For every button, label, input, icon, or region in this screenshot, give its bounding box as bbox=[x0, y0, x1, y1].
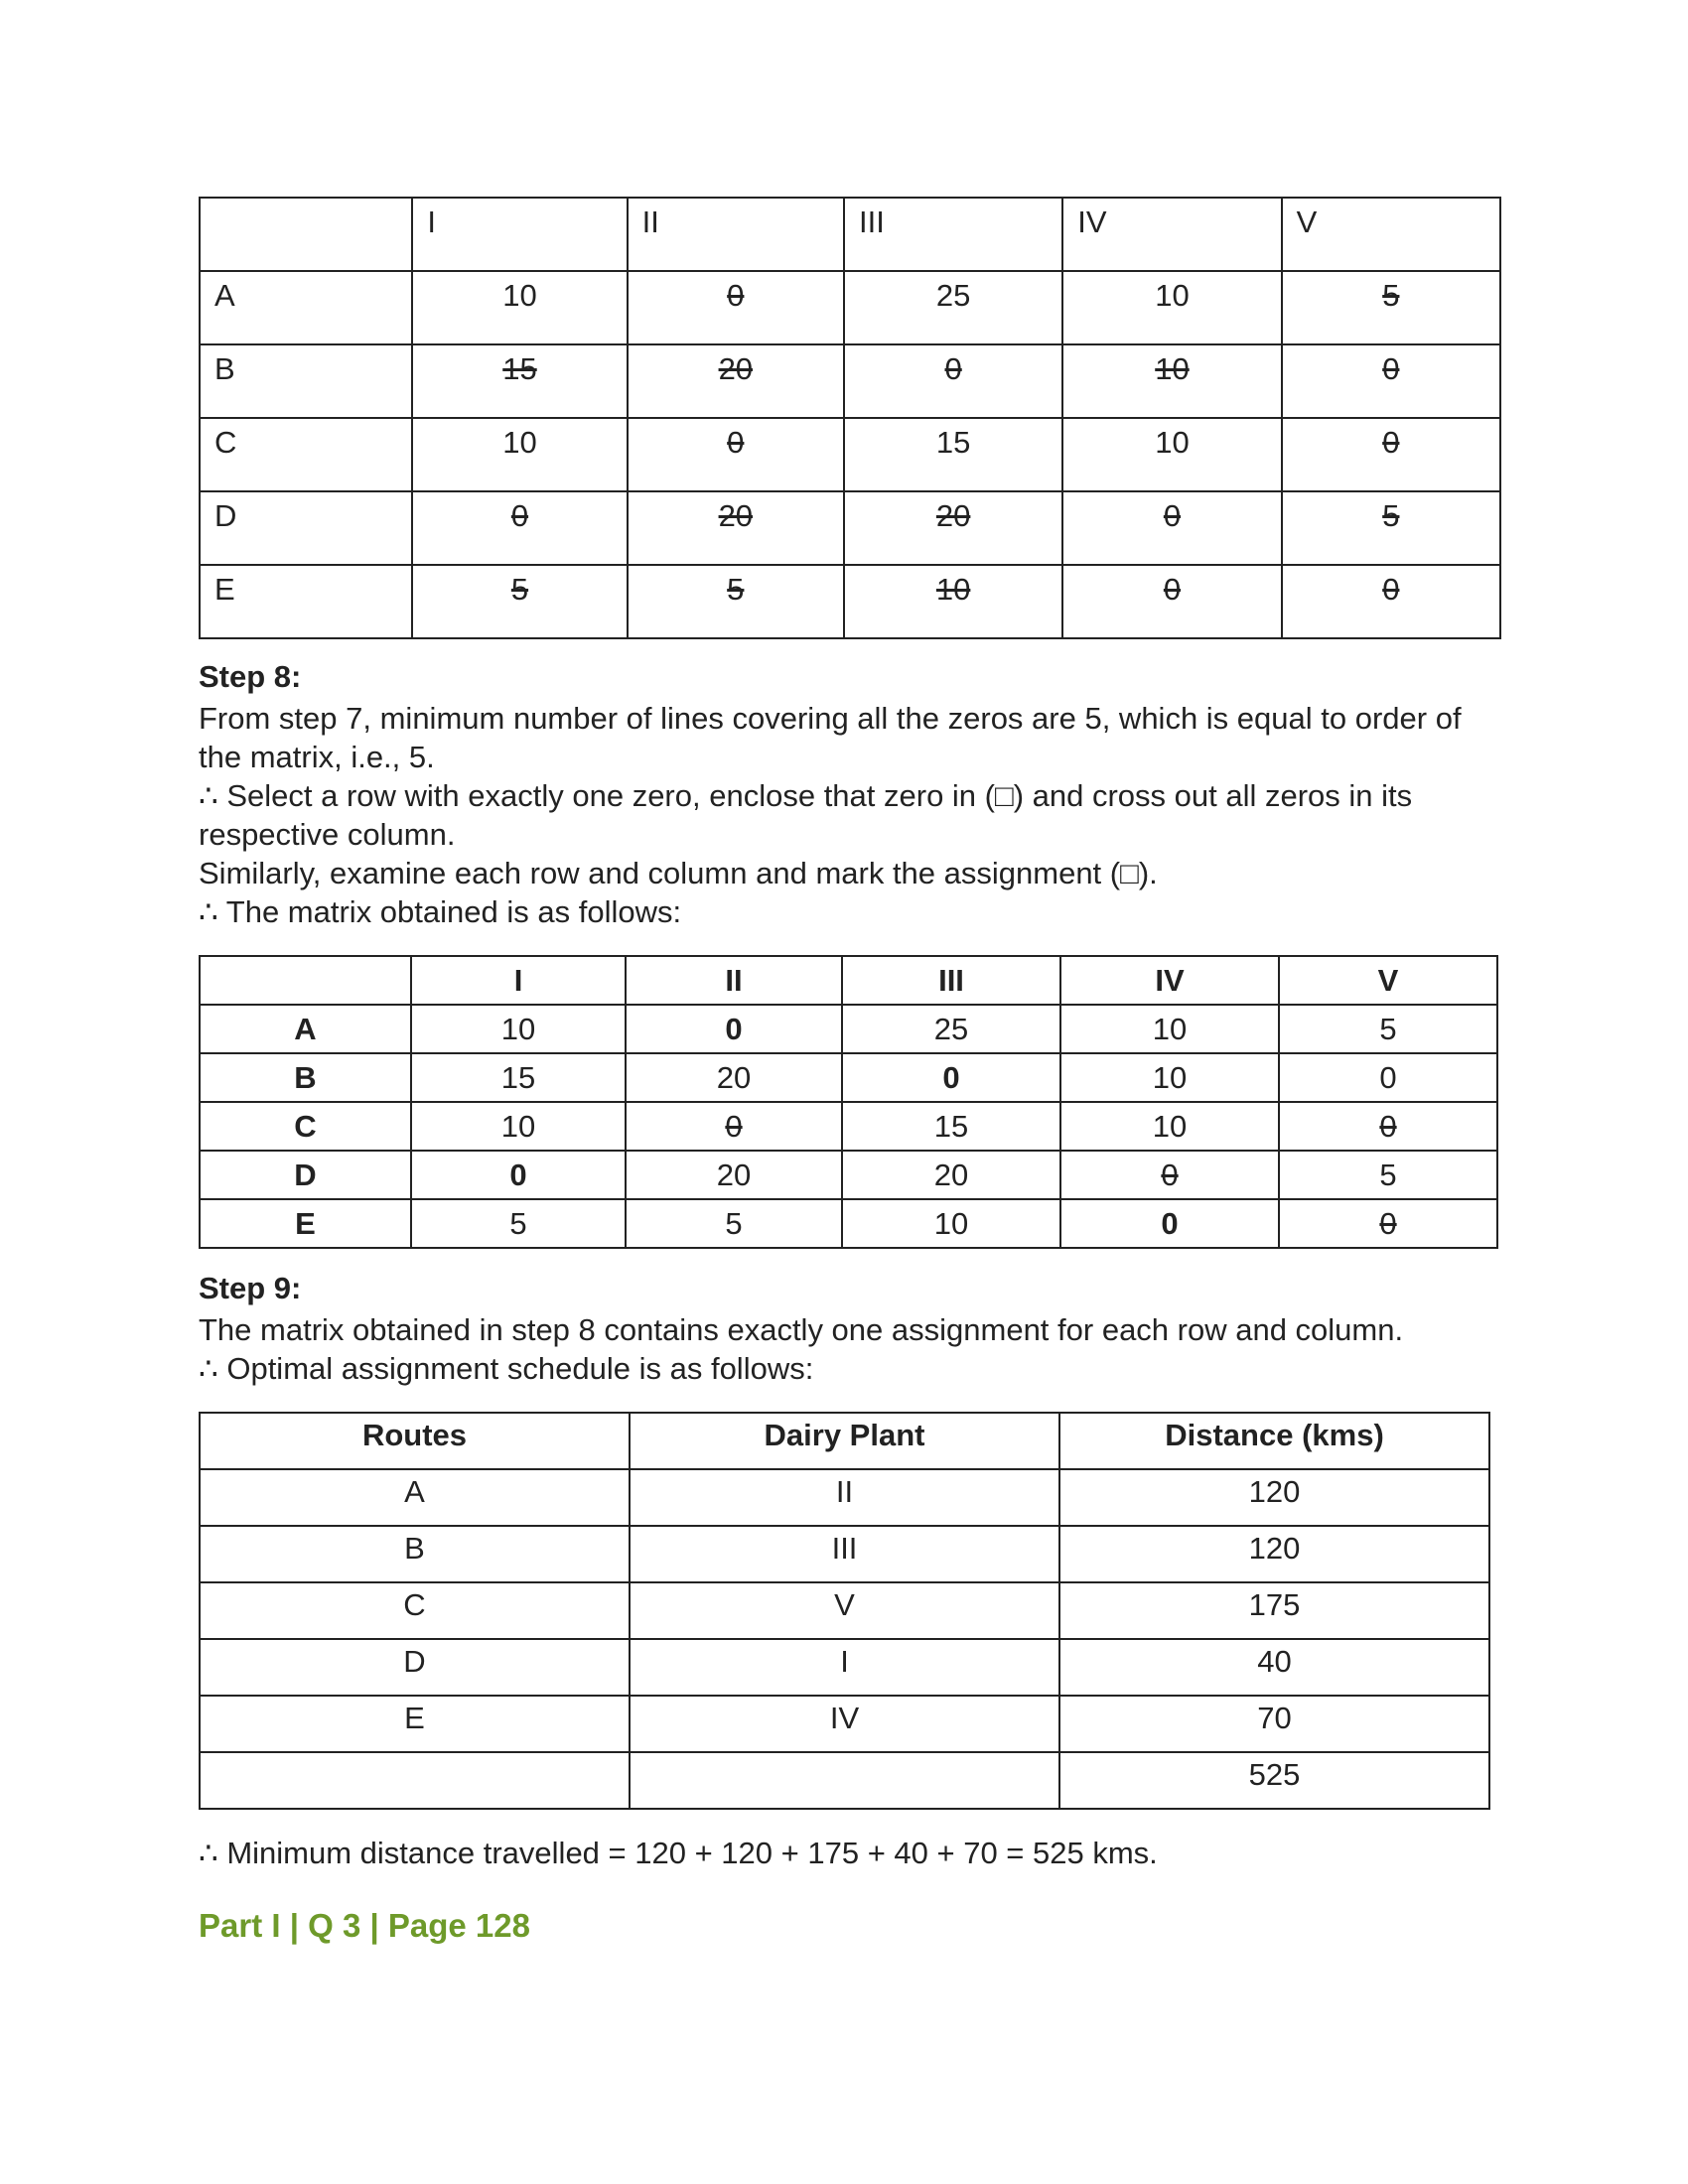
table-row bbox=[200, 491, 1500, 565]
matrix-cell bbox=[842, 1102, 1060, 1151]
cell-value: 10 bbox=[500, 1011, 536, 1046]
table-cell: D bbox=[200, 1639, 630, 1696]
matrix-cell bbox=[1279, 1005, 1497, 1053]
table-corner-cell bbox=[200, 956, 411, 1005]
table-cell: C bbox=[200, 1582, 630, 1639]
column-header: V bbox=[1282, 198, 1500, 271]
cell-value: 0 bbox=[510, 498, 529, 533]
column-header: Distance (kms) bbox=[1059, 1413, 1489, 1469]
matrix-cell bbox=[844, 491, 1062, 565]
cell-value: 10 bbox=[500, 1108, 536, 1144]
matrix-cell bbox=[1062, 271, 1281, 344]
cell-value: 20 bbox=[718, 351, 754, 386]
table-row bbox=[200, 1752, 1489, 1809]
matrix-cell bbox=[1282, 418, 1500, 491]
table-cell: V bbox=[630, 1582, 1059, 1639]
cell-value: 5 bbox=[1379, 1157, 1397, 1192]
matrix-cell bbox=[412, 565, 627, 638]
table-row bbox=[200, 1526, 1489, 1582]
cell-value: 0 bbox=[1382, 351, 1400, 386]
cell-value: 10 bbox=[502, 425, 537, 460]
column-header: IV bbox=[1062, 198, 1281, 271]
row-label: A bbox=[200, 1005, 411, 1053]
step8-line-2: ∴ Select a row with exactly one zero, enclose that zero in (□) and cross out all zeros in its respective column. bbox=[199, 778, 1413, 852]
table-row bbox=[200, 344, 1500, 418]
table-row bbox=[200, 1005, 1497, 1053]
row-label: E bbox=[200, 565, 412, 638]
matrix-cell bbox=[842, 1005, 1060, 1053]
column-header: II bbox=[626, 956, 842, 1005]
matrix-cell bbox=[412, 344, 627, 418]
step8-matrix-table bbox=[199, 955, 1498, 1249]
table-row bbox=[200, 1639, 1489, 1696]
table-cell: 525 bbox=[1059, 1752, 1489, 1809]
cell-value: 0 bbox=[727, 278, 745, 313]
table-cell: E bbox=[200, 1696, 630, 1752]
cell-value: 0 bbox=[944, 351, 962, 386]
table-cell: I bbox=[630, 1639, 1059, 1696]
table-cell: II bbox=[630, 1469, 1059, 1526]
cell-value: 0 bbox=[1379, 1205, 1397, 1241]
column-header: II bbox=[628, 198, 844, 271]
row-label: B bbox=[200, 344, 412, 418]
table-header-row bbox=[200, 198, 1500, 271]
table-header-row bbox=[200, 1413, 1489, 1469]
table-row bbox=[200, 1102, 1497, 1151]
cell-value: 15 bbox=[500, 1059, 536, 1095]
matrix-cell bbox=[626, 1053, 842, 1102]
column-header: V bbox=[1279, 956, 1497, 1005]
cell-value: 0 bbox=[1163, 498, 1182, 533]
table-row bbox=[200, 1696, 1489, 1752]
cell-value: 10 bbox=[1155, 425, 1190, 460]
matrix-cell bbox=[1279, 1102, 1497, 1151]
step8-line-3: Similarly, examine each row and column and mark the assignment (□). bbox=[199, 856, 1158, 890]
cell-value: 5 bbox=[1379, 1011, 1397, 1046]
table-row bbox=[200, 1053, 1497, 1102]
matrix-cell bbox=[411, 1053, 626, 1102]
table-row bbox=[200, 418, 1500, 491]
matrix-cell bbox=[626, 1199, 842, 1248]
cell-value: 20 bbox=[718, 498, 754, 533]
cell-value: 5 bbox=[509, 1205, 527, 1241]
table-cell: A bbox=[200, 1469, 630, 1526]
cell-value: 0 bbox=[725, 1108, 743, 1144]
step8-title: Step 8: bbox=[199, 659, 302, 694]
table-cell bbox=[200, 1752, 630, 1809]
assigned-zero: 0 bbox=[725, 1011, 743, 1046]
matrix-cell bbox=[628, 344, 844, 418]
matrix-cell bbox=[1282, 565, 1500, 638]
row-label: C bbox=[200, 1102, 411, 1151]
document-page bbox=[199, 197, 1509, 1945]
cell-value: 5 bbox=[1382, 278, 1400, 313]
matrix-cell bbox=[844, 271, 1062, 344]
step8-line-1: From step 7, minimum number of lines covering all the zeros are 5, which is equal to order of the matrix, i.e., 5. bbox=[199, 701, 1462, 774]
cell-value: 0 bbox=[1163, 572, 1182, 607]
cell-value: 10 bbox=[1152, 1059, 1188, 1095]
cell-value: 10 bbox=[1152, 1011, 1188, 1046]
matrix-cell bbox=[1062, 418, 1281, 491]
matrix-cell bbox=[628, 418, 844, 491]
matrix-cell bbox=[412, 271, 627, 344]
matrix-cell bbox=[1062, 344, 1281, 418]
table-row bbox=[200, 1199, 1497, 1248]
assigned-zero: 0 bbox=[509, 1157, 527, 1192]
table-cell: III bbox=[630, 1526, 1059, 1582]
step9-title: Step 9: bbox=[199, 1271, 302, 1305]
matrix-cell bbox=[411, 1199, 626, 1248]
cell-value: 5 bbox=[727, 572, 745, 607]
row-label: D bbox=[200, 1151, 411, 1199]
matrix-cell bbox=[1279, 1199, 1497, 1248]
row-label: D bbox=[200, 491, 412, 565]
cell-value: 5 bbox=[725, 1205, 743, 1241]
table-cell: B bbox=[200, 1526, 630, 1582]
matrix-cell bbox=[626, 1151, 842, 1199]
assignment-schedule-table bbox=[199, 1412, 1490, 1810]
matrix-cell bbox=[1060, 1102, 1279, 1151]
cell-value: 15 bbox=[935, 425, 971, 460]
matrix-cell bbox=[842, 1151, 1060, 1199]
column-header: III bbox=[844, 198, 1062, 271]
row-label: B bbox=[200, 1053, 411, 1102]
table-row bbox=[200, 1582, 1489, 1639]
matrix-cell bbox=[844, 418, 1062, 491]
cell-value: 5 bbox=[1382, 498, 1400, 533]
column-header: Dairy Plant bbox=[630, 1413, 1059, 1469]
matrix-cell bbox=[1282, 271, 1500, 344]
step8-line-4: ∴ The matrix obtained is as follows: bbox=[199, 894, 682, 929]
matrix-cell bbox=[412, 491, 627, 565]
cell-value: 0 bbox=[1379, 1108, 1397, 1144]
table-cell: IV bbox=[630, 1696, 1059, 1752]
matrix-cell bbox=[411, 1151, 626, 1199]
cell-value: 10 bbox=[935, 572, 971, 607]
matrix-cell bbox=[1279, 1053, 1497, 1102]
matrix-cell bbox=[411, 1005, 626, 1053]
table-cell: 120 bbox=[1059, 1526, 1489, 1582]
cell-value: 20 bbox=[716, 1157, 752, 1192]
cell-value: 0 bbox=[727, 425, 745, 460]
cell-value: 25 bbox=[935, 278, 971, 313]
conclusion-text: ∴ Minimum distance travelled = 120 + 120 + 175 + 40 + 70 = 525 kms. bbox=[199, 1836, 1158, 1870]
matrix-cell bbox=[628, 271, 844, 344]
matrix-cell bbox=[626, 1102, 842, 1151]
matrix-cell bbox=[1279, 1151, 1497, 1199]
cell-value: 20 bbox=[933, 1157, 969, 1192]
row-label: C bbox=[200, 418, 412, 491]
matrix-cell bbox=[1282, 491, 1500, 565]
cell-value: 10 bbox=[1155, 278, 1190, 313]
column-header: IV bbox=[1060, 956, 1279, 1005]
table-header-row bbox=[200, 956, 1497, 1005]
cell-value: 25 bbox=[933, 1011, 969, 1046]
table-cell: 40 bbox=[1059, 1639, 1489, 1696]
matrix-cell bbox=[626, 1005, 842, 1053]
cell-value: 10 bbox=[502, 278, 537, 313]
assigned-zero: 0 bbox=[1161, 1205, 1179, 1241]
matrix-cell bbox=[1062, 491, 1281, 565]
step9-line-2: ∴ Optimal assignment schedule is as follows: bbox=[199, 1351, 814, 1386]
table-row bbox=[200, 1469, 1489, 1526]
cell-value: 0 bbox=[1161, 1157, 1179, 1192]
cell-value: 0 bbox=[1382, 572, 1400, 607]
matrix-cell bbox=[844, 565, 1062, 638]
row-label: A bbox=[200, 271, 412, 344]
table-cell: 70 bbox=[1059, 1696, 1489, 1752]
table-row bbox=[200, 1151, 1497, 1199]
matrix-cell bbox=[1062, 565, 1281, 638]
cell-value: 20 bbox=[935, 498, 971, 533]
column-header: I bbox=[411, 956, 626, 1005]
cell-value: 0 bbox=[1379, 1059, 1397, 1095]
table-cell bbox=[630, 1752, 1059, 1809]
matrix-cell bbox=[1060, 1053, 1279, 1102]
table-corner-cell bbox=[200, 198, 412, 271]
column-header: I bbox=[412, 198, 627, 271]
matrix-cell bbox=[842, 1199, 1060, 1248]
cell-value: 10 bbox=[1155, 351, 1190, 386]
cell-value: 0 bbox=[1382, 425, 1400, 460]
cell-value: 10 bbox=[933, 1205, 969, 1241]
cell-value: 5 bbox=[510, 572, 529, 607]
column-header: Routes bbox=[200, 1413, 630, 1469]
matrix-cell bbox=[411, 1102, 626, 1151]
cell-value: 15 bbox=[502, 351, 537, 386]
cell-value: 20 bbox=[716, 1059, 752, 1095]
matrix-cell bbox=[842, 1053, 1060, 1102]
matrix-cell bbox=[628, 491, 844, 565]
matrix-cell bbox=[844, 344, 1062, 418]
matrix-cell bbox=[628, 565, 844, 638]
cell-value: 10 bbox=[1152, 1108, 1188, 1144]
table-row bbox=[200, 565, 1500, 638]
matrix-cell bbox=[1060, 1199, 1279, 1248]
table-cell: 175 bbox=[1059, 1582, 1489, 1639]
cell-value: 15 bbox=[933, 1108, 969, 1144]
matrix-cell bbox=[1282, 344, 1500, 418]
assigned-zero: 0 bbox=[942, 1059, 960, 1095]
row-label: E bbox=[200, 1199, 411, 1248]
column-header: III bbox=[842, 956, 1060, 1005]
table-row bbox=[200, 271, 1500, 344]
page-footer: Part I | Q 3 | Page 128 bbox=[199, 1907, 530, 1944]
step7-matrix-table bbox=[199, 197, 1501, 639]
step9-line-1: The matrix obtained in step 8 contains exactly one assignment for each row and column. bbox=[199, 1312, 1404, 1347]
matrix-cell bbox=[412, 418, 627, 491]
matrix-cell bbox=[1060, 1151, 1279, 1199]
table-cell: 120 bbox=[1059, 1469, 1489, 1526]
matrix-cell bbox=[1060, 1005, 1279, 1053]
